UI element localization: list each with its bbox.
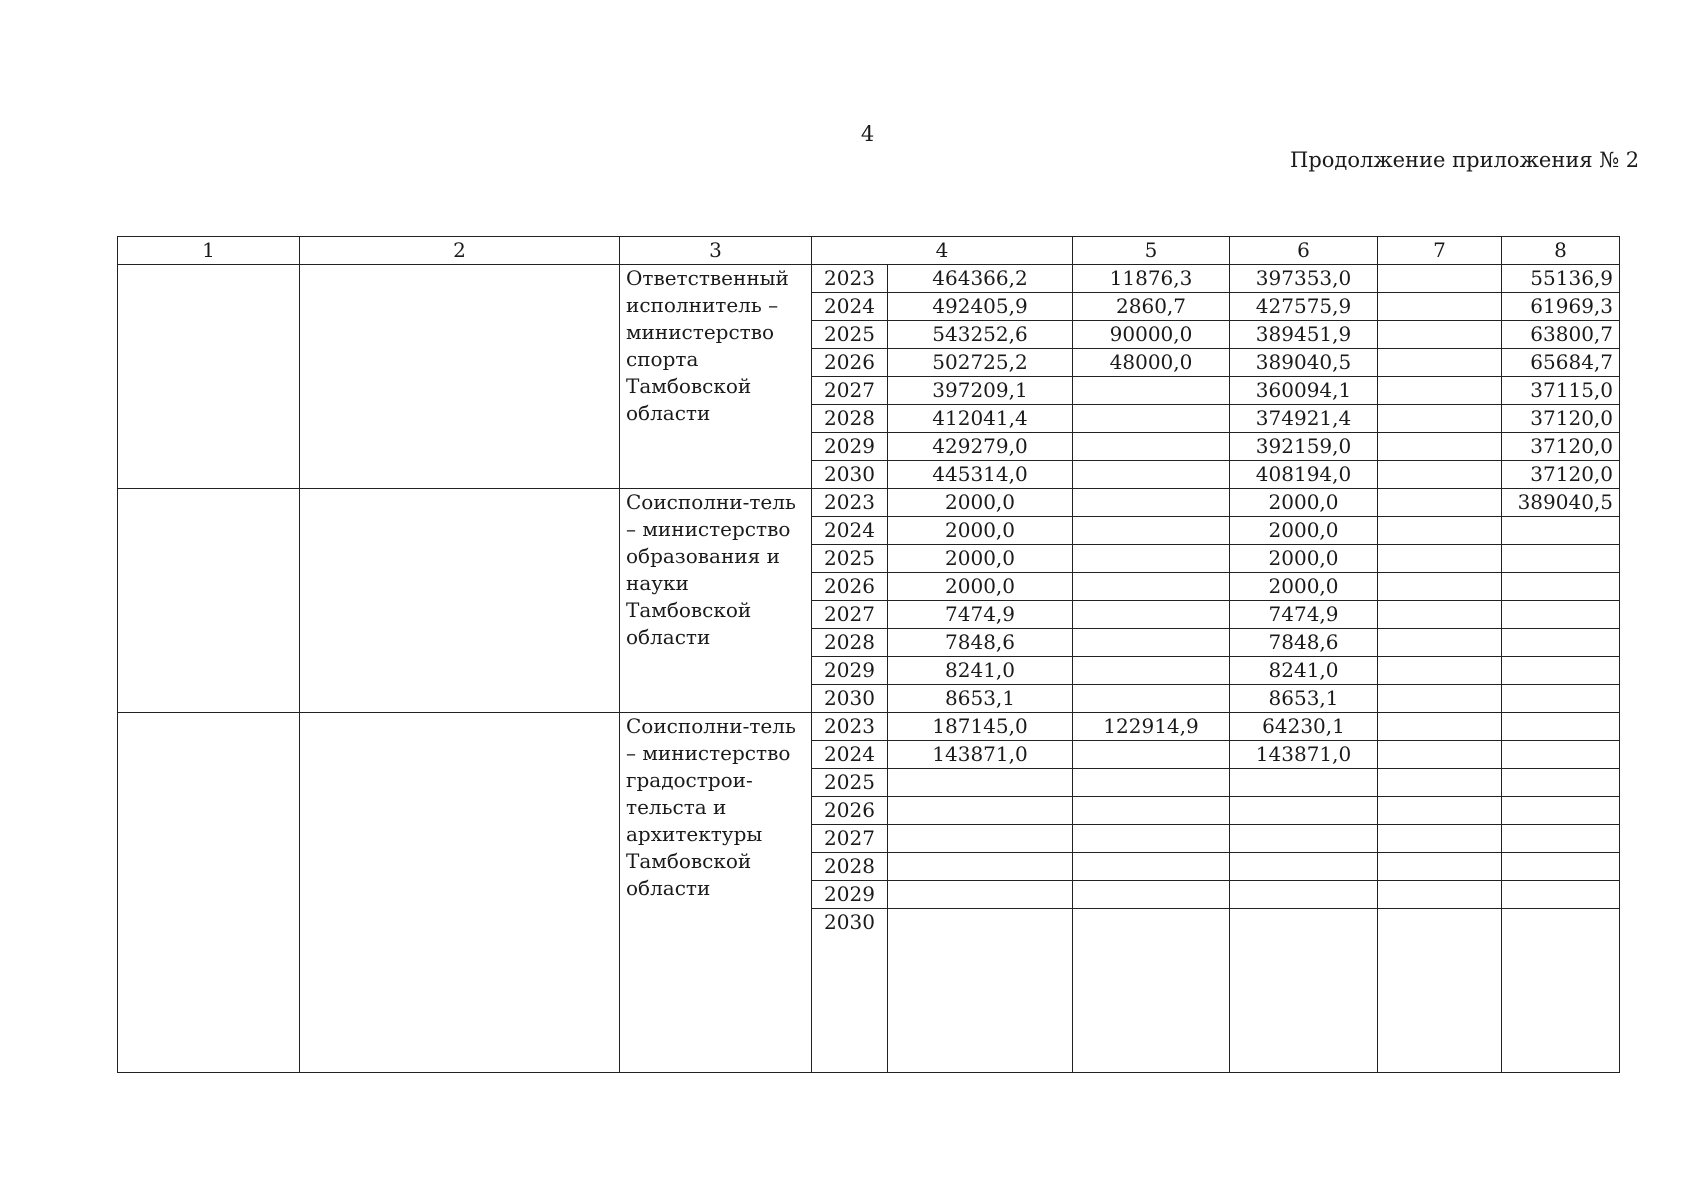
value-regional (1230, 909, 1378, 1073)
year-cell: 2025 (812, 545, 888, 573)
value-other (1502, 573, 1620, 601)
value-local (1378, 349, 1502, 377)
value-regional: 397353,0 (1230, 265, 1378, 293)
column-header: 6 (1230, 237, 1378, 265)
value-regional: 360094,1 (1230, 377, 1378, 405)
value-regional: 8653,1 (1230, 685, 1378, 713)
column-header: 1 (118, 237, 300, 265)
value-total: 143871,0 (888, 741, 1073, 769)
value-federal (1073, 881, 1230, 909)
value-total: 7474,9 (888, 601, 1073, 629)
value-federal (1073, 601, 1230, 629)
value-other (1502, 825, 1620, 853)
year-cell: 2023 (812, 713, 888, 741)
executor-name: Соисполни-тель – министерство градострои-тельста и архитектуры Тамбовской области (620, 713, 812, 1073)
value-total: 492405,9 (888, 293, 1073, 321)
value-local (1378, 657, 1502, 685)
year-cell: 2030 (812, 909, 888, 1073)
value-total: 397209,1 (888, 377, 1073, 405)
value-total (888, 853, 1073, 881)
column-header: 8 (1502, 237, 1620, 265)
column-header: 7 (1378, 237, 1502, 265)
value-local (1378, 713, 1502, 741)
value-local (1378, 685, 1502, 713)
value-other (1502, 881, 1620, 909)
value-local (1378, 573, 1502, 601)
value-total: 445314,0 (888, 461, 1073, 489)
value-regional: 64230,1 (1230, 713, 1378, 741)
value-federal (1073, 741, 1230, 769)
value-other (1502, 657, 1620, 685)
year-cell: 2025 (812, 321, 888, 349)
table-row (118, 489, 1620, 517)
value-federal (1073, 629, 1230, 657)
value-federal (1073, 377, 1230, 405)
value-federal: 11876,3 (1073, 265, 1230, 293)
cell-col2 (300, 265, 620, 489)
appendix-note: Продолжение приложения № 2 (1290, 148, 1640, 172)
year-cell: 2029 (812, 881, 888, 909)
value-other: 63800,7 (1502, 321, 1620, 349)
value-local (1378, 601, 1502, 629)
value-local (1378, 797, 1502, 825)
value-total: 8653,1 (888, 685, 1073, 713)
column-header: 4 (812, 237, 1073, 265)
header-row (118, 237, 1620, 265)
value-total: 543252,6 (888, 321, 1073, 349)
value-federal (1073, 573, 1230, 601)
value-regional (1230, 853, 1378, 881)
year-cell: 2024 (812, 741, 888, 769)
value-federal: 48000,0 (1073, 349, 1230, 377)
cell-col2 (300, 489, 620, 713)
year-cell: 2023 (812, 265, 888, 293)
value-local (1378, 293, 1502, 321)
year-cell: 2027 (812, 825, 888, 853)
page-number: 4 (860, 122, 875, 146)
value-other (1502, 909, 1620, 1073)
value-federal (1073, 433, 1230, 461)
value-regional: 374921,4 (1230, 405, 1378, 433)
value-regional: 2000,0 (1230, 489, 1378, 517)
year-cell: 2026 (812, 797, 888, 825)
value-local (1378, 545, 1502, 573)
value-other (1502, 601, 1620, 629)
column-header: 5 (1073, 237, 1230, 265)
year-cell: 2030 (812, 461, 888, 489)
value-other (1502, 545, 1620, 573)
value-regional: 427575,9 (1230, 293, 1378, 321)
value-total: 464366,2 (888, 265, 1073, 293)
year-cell: 2026 (812, 573, 888, 601)
value-federal (1073, 405, 1230, 433)
year-cell: 2028 (812, 405, 888, 433)
value-total: 2000,0 (888, 517, 1073, 545)
value-local (1378, 853, 1502, 881)
value-local (1378, 517, 1502, 545)
year-cell: 2028 (812, 853, 888, 881)
value-other (1502, 713, 1620, 741)
value-federal (1073, 769, 1230, 797)
value-regional: 143871,0 (1230, 741, 1378, 769)
cell-col1 (118, 713, 300, 1073)
cell-col2 (300, 713, 620, 1073)
value-other: 37115,0 (1502, 377, 1620, 405)
table-row (118, 713, 1620, 741)
value-total: 8241,0 (888, 657, 1073, 685)
value-other: 65684,7 (1502, 349, 1620, 377)
value-federal (1073, 853, 1230, 881)
value-other (1502, 797, 1620, 825)
column-header: 2 (300, 237, 620, 265)
year-cell: 2025 (812, 769, 888, 797)
year-cell: 2023 (812, 489, 888, 517)
value-other: 37120,0 (1502, 461, 1620, 489)
value-federal (1073, 685, 1230, 713)
value-regional: 389040,5 (1230, 349, 1378, 377)
value-regional: 408194,0 (1230, 461, 1378, 489)
executor-name: Соисполни-тель – министерство образования и науки Тамбовской области (620, 489, 812, 713)
value-regional: 7474,9 (1230, 601, 1378, 629)
value-regional (1230, 769, 1378, 797)
value-other (1502, 517, 1620, 545)
budget-table (117, 236, 1620, 1073)
value-other: 55136,9 (1502, 265, 1620, 293)
value-local (1378, 769, 1502, 797)
value-regional: 2000,0 (1230, 545, 1378, 573)
table-body (118, 237, 1620, 1073)
value-total: 502725,2 (888, 349, 1073, 377)
value-regional: 8241,0 (1230, 657, 1378, 685)
value-federal (1073, 545, 1230, 573)
value-total (888, 825, 1073, 853)
value-total: 2000,0 (888, 573, 1073, 601)
value-total (888, 769, 1073, 797)
value-federal (1073, 489, 1230, 517)
value-regional: 392159,0 (1230, 433, 1378, 461)
value-federal: 2860,7 (1073, 293, 1230, 321)
value-local (1378, 909, 1502, 1073)
value-other: 61969,3 (1502, 293, 1620, 321)
year-cell: 2028 (812, 629, 888, 657)
value-other (1502, 685, 1620, 713)
value-regional (1230, 881, 1378, 909)
value-total (888, 881, 1073, 909)
value-federal (1073, 909, 1230, 1073)
value-federal (1073, 461, 1230, 489)
value-total: 187145,0 (888, 713, 1073, 741)
value-other (1502, 629, 1620, 657)
value-regional: 7848,6 (1230, 629, 1378, 657)
value-federal (1073, 517, 1230, 545)
value-total: 412041,4 (888, 405, 1073, 433)
value-regional (1230, 797, 1378, 825)
table-row (118, 265, 1620, 293)
value-regional: 389451,9 (1230, 321, 1378, 349)
value-federal (1073, 825, 1230, 853)
year-cell: 2024 (812, 293, 888, 321)
value-local (1378, 629, 1502, 657)
cell-col1 (118, 265, 300, 489)
year-cell: 2024 (812, 517, 888, 545)
value-local (1378, 405, 1502, 433)
value-total (888, 797, 1073, 825)
value-other: 37120,0 (1502, 433, 1620, 461)
value-federal: 122914,9 (1073, 713, 1230, 741)
value-total: 7848,6 (888, 629, 1073, 657)
value-other: 37120,0 (1502, 405, 1620, 433)
executor-name: Ответственный исполнитель – министерство спорта Тамбовской области (620, 265, 812, 489)
value-regional: 2000,0 (1230, 573, 1378, 601)
value-federal (1073, 797, 1230, 825)
value-total: 2000,0 (888, 489, 1073, 517)
value-local (1378, 825, 1502, 853)
year-cell: 2026 (812, 349, 888, 377)
year-cell: 2027 (812, 377, 888, 405)
value-federal: 90000,0 (1073, 321, 1230, 349)
value-regional (1230, 825, 1378, 853)
value-local (1378, 881, 1502, 909)
value-other (1502, 741, 1620, 769)
value-local (1378, 489, 1502, 517)
year-cell: 2030 (812, 685, 888, 713)
value-local (1378, 321, 1502, 349)
value-total: 429279,0 (888, 433, 1073, 461)
value-other (1502, 769, 1620, 797)
year-cell: 2029 (812, 657, 888, 685)
cell-col1 (118, 489, 300, 713)
value-local (1378, 461, 1502, 489)
value-other (1502, 853, 1620, 881)
column-header: 3 (620, 237, 812, 265)
value-total (888, 909, 1073, 1073)
value-local (1378, 741, 1502, 769)
value-local (1378, 377, 1502, 405)
value-other: 389040,5 (1502, 489, 1620, 517)
value-regional: 2000,0 (1230, 517, 1378, 545)
value-federal (1073, 657, 1230, 685)
value-total: 2000,0 (888, 545, 1073, 573)
year-cell: 2029 (812, 433, 888, 461)
value-local (1378, 265, 1502, 293)
value-local (1378, 433, 1502, 461)
year-cell: 2027 (812, 601, 888, 629)
